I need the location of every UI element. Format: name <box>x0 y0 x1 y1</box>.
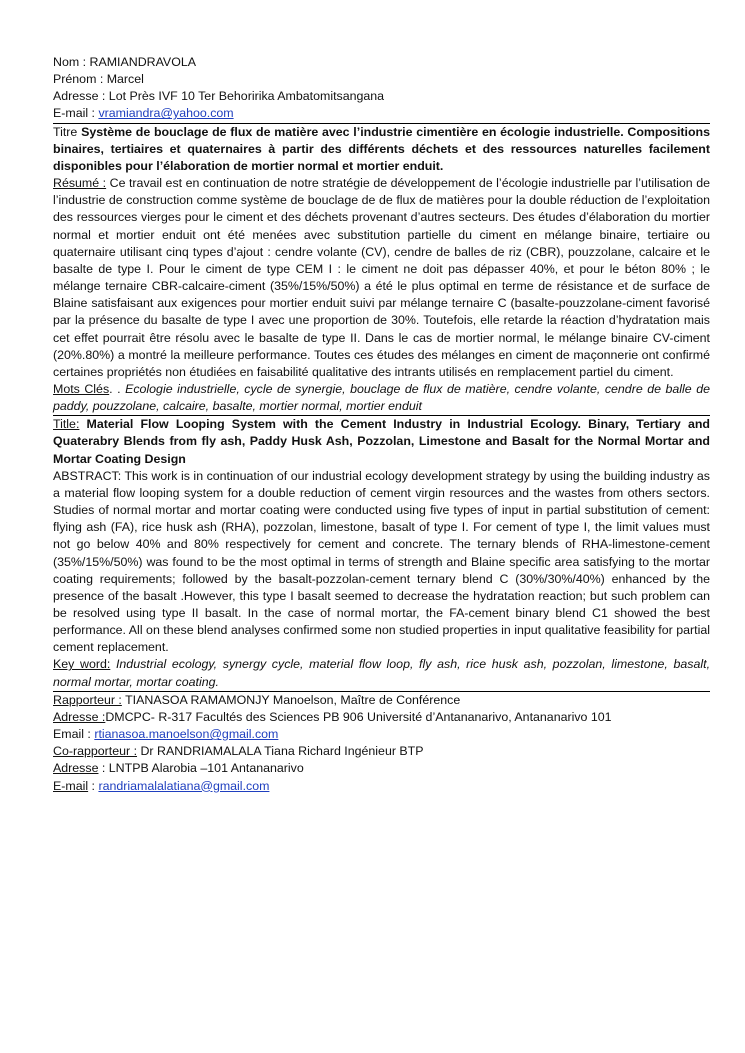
titre-text: Système de bouclage de flux de matière avec l’industrie cimentière en écologie industrielle. Compositions binaires, tertiaires et quaternaires à partir des différents déchets et des ressources naturelles facilement disponibles pour l’élaboration de mortier normal et mortier enduit. <box>53 124 711 173</box>
french-resume <box>53 175 710 381</box>
english-keywords <box>53 656 710 690</box>
rapporteur-label: Rapporteur : <box>53 692 122 707</box>
nom-label: Nom : <box>53 55 90 69</box>
resume-label: Résumé : <box>53 176 107 191</box>
prenom-value: Marcel <box>106 72 144 87</box>
title-label: Title: <box>53 417 80 432</box>
rapporteur-line <box>53 692 710 709</box>
author-prenom <box>53 71 710 88</box>
email2-link[interactable]: randriamalalatiana@gmail.com <box>98 778 270 793</box>
email2-line <box>53 778 710 795</box>
english-section <box>53 415 710 691</box>
author-block <box>53 54 710 123</box>
adresse1-label: Adresse : <box>53 709 106 724</box>
french-keywords <box>53 381 710 415</box>
author-email-link[interactable]: vramiandra@yahoo.com <box>98 106 234 121</box>
prenom-label: Prénom : <box>53 72 107 87</box>
adresse2-value: : LNTPB Alarobia –101 Antananarivo <box>98 761 304 776</box>
author-nom <box>53 54 710 71</box>
author-adresse <box>53 88 710 105</box>
title-text: Material Flow Looping System with the Cement Industry in Industrial Ecology. Binary, Tertiary and Quaterabry Blends from fly ash, Paddy Husk Ash, Pozzolan, Limestone and Basalt for the Normal Mortar and Mortar Coating Design <box>53 417 710 466</box>
email1-label: Email : <box>53 727 95 742</box>
corapporteur-label: Co-rapporteur : <box>53 744 138 759</box>
english-title <box>53 416 710 467</box>
abstract-text: This work is in continuation of our industrial ecology development strategy by using the building industry as a material flow looping system for a double reduction of cement virgin resources and the wastes from others sectors. Studies of normal mortar and mortar coating were conducted using five types of input in partial substitution of cement: flying ash (FA), rice husk ash (RHA), pozzolan, limestone, basalt of type I. For cement of type I, the limit values must not go below 40% and 80% respectively for cement and concrete. The ternary blends of RHA-limestone-cement (35%/15%/50%) was found to be the most optimal in terms of strength and Blaine specific area satisfying to the mortar coating requirements; followed by the basalt-pozzolan-cement ternary blend C (30%/30%/40%) enhanced by the presence of the basalt .However, this type I basalt seemed to decrease the hydratation reaction; but such problem can be resolved using type II basalt. In the case of normal mortar, the FA-cement binary blend C1 showed the best performance. All on these blend analyses confirmed some non studied properties in input qualitative feasibility for partial cement replacement. <box>53 468 710 655</box>
adresse-label: Adresse : <box>53 89 109 104</box>
corapporteur-value: Dr RANDRIAMALALA Tiana Richard Ingénieur BTP <box>137 744 424 759</box>
key-word-label: Key word: <box>53 657 111 672</box>
resume-text: Ce travail est en continuation de notre stratégie de développement de l’écologie industrielle par l’utilisation de l’industrie de construction comme système de bouclage de de flux de matières pour la double réduction de l’exploitation des ressources vierges pour le ciment et des déchets provenant d’autres secteurs. Des études d’élaboration du mortier normal et mortier enduit ont été menées avec substitution partielle du ciment en mélange binaire, tertiaire ou quaternaire utilisant cinq types d’ajout : cendre volante (CV), cendre de balles de riz (CBR), pouzzolane, calcaire et le basalte de type I. Pour le ciment de type CEM I : le ciment ne doit pas dépasser 40%, et pour le béton 80% ; le mélange ternaire CBR-calcaire-ciment (35%/15%/50%) a été le plus optimal en terme de résistance et de surface de Blaine satisfaisant aux exigences pour mortier enduit suivi par mélange ternaire C (basalte-pouzzolane-ciment favorisé par la présence du basalte de type I avec une proportion de 30%. Toutefois, elle retarde la réaction d’hydratation mais cet effet pourrait être résolu avec le basalte de type II. Dans le cas de mortier normal, le mélange binaire CV-ciment (20%.80%) a montré la meilleure performance. Toutes ces études des mélanges en ciment de maçonnerie ont confirmé certaines propriétés non étudiées en faisabilité qualitative des intrants utilisés en remplacement partiel du ciment. <box>53 176 710 379</box>
corapporteur-line <box>53 743 710 760</box>
email1-line <box>53 726 710 743</box>
adresse1-value: DMCPC- R-317 Facultés des Sciences PB 906 Université d’Antananarivo, Antananarivo 101 <box>105 709 612 724</box>
adresse2-line <box>53 760 710 777</box>
author-email <box>53 105 710 122</box>
email2-label: E-mail <box>53 778 89 793</box>
email2-sep: : <box>88 778 99 793</box>
french-section <box>53 123 710 416</box>
titre-label: Titre <box>53 124 82 139</box>
rapporteur-value: TIANASOA RAMAMONJY Manoelson, Maître de Conférence <box>121 692 461 707</box>
mots-cles-sep: . . <box>109 381 126 396</box>
document-page <box>53 54 710 795</box>
adresse1-line <box>53 709 710 726</box>
abstract-label: ABSTRACT: <box>53 468 122 483</box>
mots-cles-text: Ecologie industrielle, cycle de synergie, bouclage de flux de matière, cendre volante, cendre de balle de paddy, pouzzolane, calcaire, basalte, mortier normal, mortier enduit <box>53 381 710 414</box>
adresse-value: Lot Près IVF 10 Ter Behoririka Ambatomitsangana <box>108 89 385 104</box>
supervisors-section <box>53 691 710 795</box>
adresse2-label: Adresse <box>53 761 99 776</box>
email1-link[interactable]: rtianasoa.manoelson@gmail.com <box>94 727 279 742</box>
email-label: E-mail : <box>53 106 99 121</box>
mots-cles-label: Mots Clés <box>53 381 110 396</box>
key-word-text: Industrial ecology, synergy cycle, material flow loop, fly ash, rice husk ash, pozzolan, limestone, basalt, normal mortar, mortar coating. <box>53 657 711 689</box>
nom-value: RAMIANDRAVOLA <box>89 55 196 69</box>
english-abstract <box>53 468 710 657</box>
french-title <box>53 124 710 175</box>
